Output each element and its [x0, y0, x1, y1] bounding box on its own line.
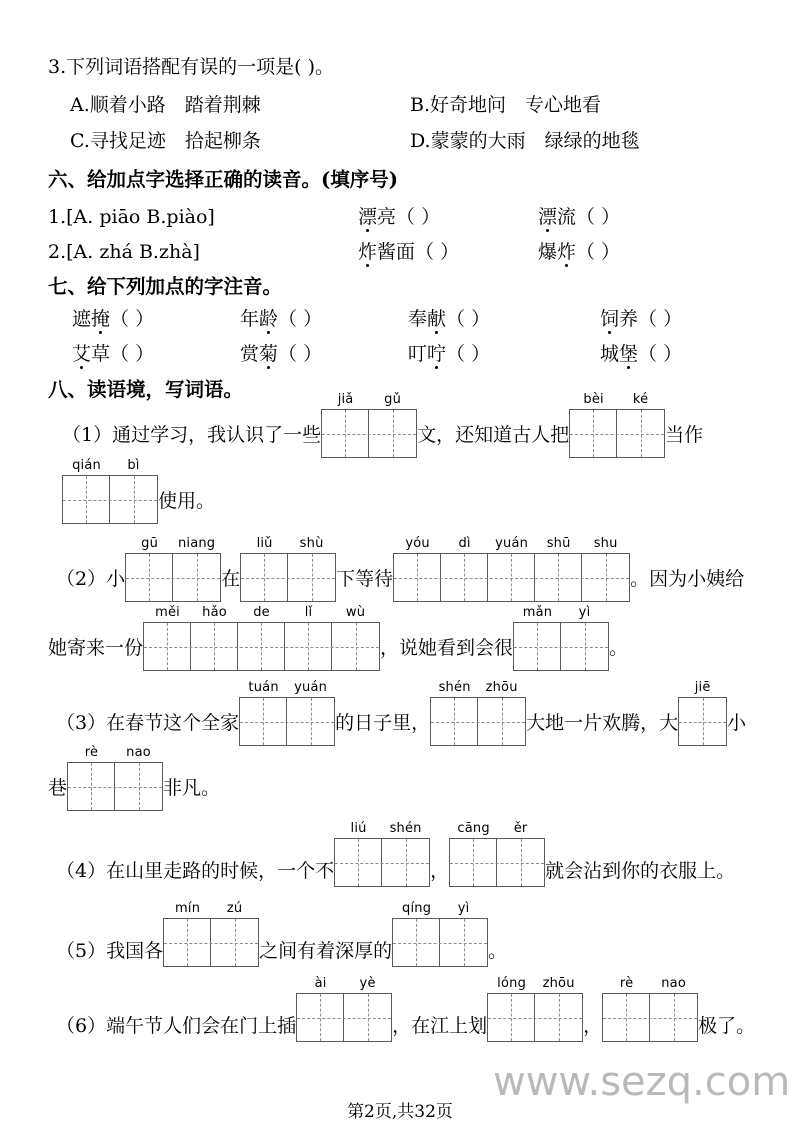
answer-paren[interactable]: （ ） — [415, 241, 460, 263]
pinyin-syllable: gū — [141, 536, 159, 551]
sentence-text: （4）在山里走路的时候，一个不 — [56, 860, 335, 882]
sentence-text: 非凡。 — [163, 777, 221, 799]
sentence-text: 下等待 — [336, 568, 394, 590]
dotted-char: 艾 — [72, 343, 92, 365]
section-7-row-2-word-1 — [72, 345, 154, 364]
pinyin-syllable: ké — [632, 392, 649, 407]
word-suffix: 流 — [557, 206, 577, 228]
grid-cell[interactable] — [173, 554, 220, 601]
pinyin-syllable: lóng — [497, 976, 527, 991]
section-7-row-1-word-2 — [240, 310, 322, 329]
pinyin-syllable: ěr — [513, 821, 528, 836]
pinyin-syllable: shén — [438, 680, 471, 695]
dotted-char: 菊 — [259, 343, 279, 365]
section-8-item-3-line-2 — [48, 745, 221, 811]
dotted-char: 堡 — [619, 343, 639, 365]
pinyin-label-row — [570, 391, 664, 408]
answer-paren[interactable]: （ ） — [396, 206, 441, 228]
section-6-item-1-choices — [48, 208, 215, 227]
section-6-heading: 六、给加点字选择正确的读音。(填序号) — [48, 168, 398, 191]
word-prefix: 遮 — [72, 308, 92, 330]
sentence-text: ， — [583, 1015, 603, 1037]
sentence-text: 小 — [727, 712, 747, 734]
grid-cell[interactable] — [110, 476, 157, 523]
section-6-item-2-word-2 — [538, 243, 620, 262]
pinyin-label-row — [335, 820, 429, 837]
dotted-char: 炸 — [557, 241, 577, 263]
grid-cells — [570, 410, 664, 457]
pinyin-syllable: ài — [314, 976, 327, 991]
tianzige-answer-grid[interactable] — [62, 458, 158, 524]
answer-paren[interactable]: （ ） — [110, 343, 155, 365]
pinyin-choices: [A. zhá B.zhà] — [66, 241, 200, 263]
pinyin-label-row — [144, 604, 379, 621]
sentence-text: （3）在春节这个全家 — [56, 712, 240, 734]
grid-cells — [241, 554, 335, 601]
grid-cell[interactable] — [297, 994, 344, 1041]
pinyin-syllable: gǔ — [384, 392, 402, 407]
grid-cell[interactable] — [144, 623, 191, 670]
section-8-heading: 八、读语境，写词语。 — [48, 378, 244, 401]
sentence-text: 使用。 — [158, 490, 216, 512]
word-prefix: 城 — [600, 343, 620, 365]
grid-cell[interactable] — [344, 994, 391, 1041]
grid-cells — [603, 994, 697, 1041]
pinyin-syllable: shù — [299, 536, 324, 551]
question-3-stem: 3.下列词语搭配有误的一项是( )。 — [48, 56, 334, 78]
pinyin-syllable: měi — [155, 605, 180, 620]
pinyin-syllable: shu — [593, 536, 618, 551]
answer-paren[interactable]: （ ） — [278, 308, 323, 330]
pinyin-label-row — [68, 744, 162, 761]
tianzige-answer-grid[interactable] — [296, 976, 392, 1042]
grid-cell[interactable] — [369, 410, 416, 457]
grid-cell[interactable] — [240, 698, 287, 745]
section-7-heading: 七、给下列加点的字注音。 — [48, 275, 283, 298]
sentence-text: 文，还知道古人把 — [417, 424, 570, 446]
grid-cells — [514, 623, 608, 670]
grid-cell[interactable] — [570, 410, 617, 457]
grid-cell[interactable] — [650, 994, 697, 1041]
word-prefix: 爆 — [538, 241, 558, 263]
section-7-row-2-word-3 — [408, 345, 490, 364]
sentence-text: （5）我国各 — [56, 940, 164, 962]
grid-cell[interactable] — [450, 839, 497, 886]
dotted-char: 咛 — [427, 343, 447, 365]
sentence-text: 她寄来一份 — [48, 637, 144, 659]
tianzige-answer-grid[interactable] — [163, 901, 259, 967]
sentence-text: 巷 — [48, 777, 68, 799]
pinyin-syllable: shén — [389, 821, 422, 836]
grid-cell[interactable] — [332, 623, 379, 670]
question-3-option-d[interactable]: D.蒙蒙的大雨 绿绿的地毯 — [410, 130, 640, 152]
pinyin-syllable: wù — [345, 605, 366, 620]
sentence-text: 的日子里， — [335, 712, 431, 734]
dotted-char: 漂 — [358, 206, 378, 228]
grid-cells — [63, 476, 157, 523]
section-7-row-1-word-1 — [72, 310, 154, 329]
pinyin-syllable: jiē — [694, 680, 711, 695]
sentence-text: 大地一片欢腾，大 — [526, 712, 679, 734]
grid-cell[interactable] — [603, 994, 650, 1041]
section-8-item-3-line-1 — [56, 680, 747, 746]
item-number: 2. — [48, 241, 67, 263]
grid-cells — [240, 698, 334, 745]
grid-cells — [322, 410, 416, 457]
grid-cells — [126, 554, 220, 601]
pinyin-syllable: dì — [458, 536, 471, 551]
pinyin-syllable: jiǎ — [337, 392, 354, 407]
grid-cells — [144, 623, 379, 670]
section-7-row-2-word-2 — [240, 345, 322, 364]
section-6-item-2-choices — [48, 243, 200, 262]
pinyin-label-row — [431, 679, 525, 696]
tianzige-answer-grid[interactable] — [239, 680, 335, 746]
pinyin-label-row — [394, 535, 629, 552]
sentence-text: ，说她看到会很 — [380, 637, 514, 659]
word-suffix: 酱面 — [377, 241, 416, 263]
grid-cell[interactable] — [617, 410, 664, 457]
grid-cell[interactable] — [288, 554, 335, 601]
answer-paren[interactable]: （ ） — [278, 343, 323, 365]
grid-cell[interactable] — [211, 919, 258, 966]
sentence-text: 就会沾到你的衣服上。 — [545, 860, 736, 882]
grid-cell[interactable] — [431, 698, 478, 745]
pinyin-syllable: rè — [619, 976, 634, 991]
pinyin-syllable: zú — [226, 901, 243, 916]
grid-cell[interactable] — [238, 623, 285, 670]
page-number-footer: 第2页,共32页 — [347, 1102, 453, 1122]
grid-cell[interactable] — [164, 919, 211, 966]
pinyin-syllable: liú — [350, 821, 367, 836]
section-8-item-4-line-1 — [56, 821, 736, 887]
word-prefix: 奉 — [408, 308, 428, 330]
pinyin-syllable: yì — [457, 901, 470, 916]
section-6-item-1-word-1 — [358, 208, 440, 227]
pinyin-syllable: mǎn — [522, 605, 553, 620]
grid-cell[interactable] — [68, 763, 115, 810]
answer-paren[interactable]: （ ） — [576, 241, 621, 263]
pinyin-syllable: rè — [84, 745, 99, 760]
site-watermark: www.sezq.com — [493, 1059, 791, 1105]
answer-paren[interactable]: （ ） — [576, 206, 621, 228]
grid-cell[interactable] — [488, 554, 535, 601]
pinyin-syllable: yuán — [495, 536, 529, 551]
pinyin-label-row — [450, 820, 544, 837]
pinyin-syllable: lǐ — [304, 605, 313, 620]
word-prefix: 叮 — [408, 343, 428, 365]
pinyin-syllable: qíng — [402, 901, 432, 916]
item-number: 1. — [48, 206, 67, 228]
tianzige-answer-grid[interactable] — [67, 745, 163, 811]
pinyin-syllable: bèi — [583, 392, 604, 407]
grid-cell[interactable] — [478, 698, 525, 745]
sentence-text: ， — [430, 860, 450, 882]
pinyin-label-row — [63, 457, 157, 474]
pinyin-label-row — [241, 535, 335, 552]
question-3-option-c[interactable]: C.寻找足迹 拾起柳条 — [70, 130, 261, 152]
pinyin-syllable: de — [253, 605, 270, 620]
grid-cell[interactable] — [287, 698, 334, 745]
grid-cell[interactable] — [394, 554, 441, 601]
grid-cells — [394, 554, 629, 601]
answer-paren[interactable]: （ ） — [446, 308, 491, 330]
tianzige-answer-grid[interactable] — [334, 821, 430, 887]
section-8-item-1-line-2 — [62, 458, 216, 524]
section-8-item-6-line-1 — [56, 976, 756, 1042]
tianzige-answer-grid[interactable] — [143, 605, 380, 671]
section-8-item-5-line-1 — [56, 901, 508, 967]
tianzige-answer-grid[interactable] — [393, 536, 630, 602]
dotted-char: 献 — [427, 308, 447, 330]
section-7-row-2-word-4 — [600, 345, 682, 364]
grid-cell[interactable] — [285, 623, 332, 670]
pinyin-syllable: qián — [72, 458, 101, 473]
pinyin-label-row — [322, 391, 416, 408]
pinyin-syllable: yè — [359, 976, 376, 991]
answer-paren[interactable]: （ ） — [638, 343, 683, 365]
section-8-item-1-line-1 — [62, 392, 704, 458]
pinyin-syllable: tuán — [248, 680, 279, 695]
sentence-text: （1）通过学习，我认识了一些 — [62, 424, 322, 446]
section-7-row-1-word-3 — [408, 310, 490, 329]
sentence-text: 之间有着深厚的 — [259, 940, 393, 962]
sentence-text: ，在江上划 — [392, 1015, 488, 1037]
grid-cell[interactable] — [322, 410, 369, 457]
grid-cells — [488, 994, 582, 1041]
dotted-char: 掩 — [91, 308, 111, 330]
pinyin-syllable: yuán — [294, 680, 328, 695]
pinyin-label-row — [393, 900, 487, 917]
grid-cell[interactable] — [126, 554, 173, 601]
pinyin-label-row — [679, 679, 726, 696]
sentence-text: （2）小 — [56, 568, 126, 590]
sentence-text: （6）端午节人们会在门上插 — [56, 1015, 297, 1037]
grid-cell[interactable] — [115, 763, 162, 810]
section-8-item-2-line-2 — [48, 605, 629, 671]
tianzige-answer-grid[interactable] — [321, 392, 417, 458]
section-6-item-1-word-2 — [538, 208, 620, 227]
grid-cell[interactable] — [241, 554, 288, 601]
tianzige-answer-grid[interactable] — [602, 976, 698, 1042]
pinyin-syllable: nao — [661, 976, 686, 991]
tianzige-answer-grid[interactable] — [678, 680, 727, 746]
grid-cells — [450, 839, 544, 886]
grid-cells — [68, 763, 162, 810]
sentence-text: 在 — [221, 568, 241, 590]
grid-cell[interactable] — [440, 919, 487, 966]
pinyin-syllable: yóu — [405, 536, 430, 551]
section-8-item-2-line-1 — [56, 536, 745, 602]
dotted-char: 炸 — [358, 241, 378, 263]
grid-cells — [335, 839, 429, 886]
tianzige-answer-grid[interactable] — [487, 976, 583, 1042]
dotted-char: 漂 — [538, 206, 558, 228]
pinyin-syllable: liǔ — [256, 536, 273, 551]
sentence-text: 。 — [609, 637, 629, 659]
pinyin-label-row — [126, 535, 220, 552]
grid-cells — [164, 919, 258, 966]
dotted-char: 龄 — [259, 308, 279, 330]
tianzige-answer-grid[interactable] — [449, 821, 545, 887]
section-6-item-2-word-1 — [358, 243, 459, 262]
pinyin-syllable: mín — [175, 901, 201, 916]
pinyin-syllable: hǎo — [202, 605, 227, 620]
word-suffix: 草 — [91, 343, 111, 365]
tianzige-answer-grid[interactable] — [569, 392, 665, 458]
grid-cell[interactable] — [382, 839, 429, 886]
answer-paren[interactable]: （ ） — [446, 343, 491, 365]
pinyin-syllable: niang — [177, 536, 216, 551]
grid-cell[interactable] — [497, 839, 544, 886]
sentence-text: 极了。 — [698, 1015, 756, 1037]
grid-cell[interactable] — [582, 554, 629, 601]
pinyin-label-row — [514, 604, 608, 621]
pinyin-label-row — [164, 900, 258, 917]
word-prefix: 赏 — [240, 343, 260, 365]
word-prefix: 年 — [240, 308, 260, 330]
sentence-text: 当作 — [665, 424, 704, 446]
question-3-option-a[interactable]: A.顺着小路 踏着荆棘 — [70, 94, 261, 116]
answer-paren[interactable]: （ ） — [638, 308, 683, 330]
word-suffix: 养 — [619, 308, 639, 330]
pinyin-syllable: bì — [127, 458, 140, 473]
pinyin-label-row — [488, 975, 582, 992]
answer-paren[interactable]: （ ） — [110, 308, 155, 330]
pinyin-label-row — [603, 975, 697, 992]
grid-cell[interactable] — [393, 919, 440, 966]
tianzige-answer-grid[interactable] — [125, 536, 221, 602]
grid-cells — [297, 994, 391, 1041]
pinyin-choices: [A. piāo B.piào] — [66, 206, 215, 228]
pinyin-syllable: zhōu — [542, 976, 575, 991]
grid-cell[interactable] — [561, 623, 608, 670]
sentence-text: 。因为小姨给 — [630, 568, 745, 590]
grid-cell[interactable] — [63, 476, 110, 523]
section-7-row-1-word-4 — [600, 310, 682, 329]
sentence-text: 。 — [488, 940, 508, 962]
grid-cell[interactable] — [441, 554, 488, 601]
word-suffix: 亮 — [377, 206, 397, 228]
tianzige-answer-grid[interactable] — [513, 605, 609, 671]
question-3-option-b[interactable]: B.好奇地问 专心地看 — [410, 94, 602, 116]
grid-cell[interactable] — [679, 698, 726, 745]
tianzige-answer-grid[interactable] — [392, 901, 488, 967]
pinyin-syllable: nao — [126, 745, 151, 760]
pinyin-syllable: shū — [546, 536, 571, 551]
pinyin-syllable: zhōu — [485, 680, 518, 695]
grid-cells — [431, 698, 525, 745]
grid-cells — [393, 919, 487, 966]
grid-cell[interactable] — [488, 994, 535, 1041]
grid-cell[interactable] — [191, 623, 238, 670]
grid-cell[interactable] — [514, 623, 561, 670]
pinyin-label-row — [240, 679, 334, 696]
tianzige-answer-grid[interactable] — [240, 536, 336, 602]
grid-cell[interactable] — [335, 839, 382, 886]
pinyin-label-row — [297, 975, 391, 992]
pinyin-syllable: cāng — [457, 821, 490, 836]
grid-cell[interactable] — [535, 554, 582, 601]
grid-cells — [679, 698, 726, 745]
grid-cell[interactable] — [535, 994, 582, 1041]
dotted-char: 饲 — [600, 308, 620, 330]
pinyin-syllable: yì — [578, 605, 591, 620]
tianzige-answer-grid[interactable] — [430, 680, 526, 746]
